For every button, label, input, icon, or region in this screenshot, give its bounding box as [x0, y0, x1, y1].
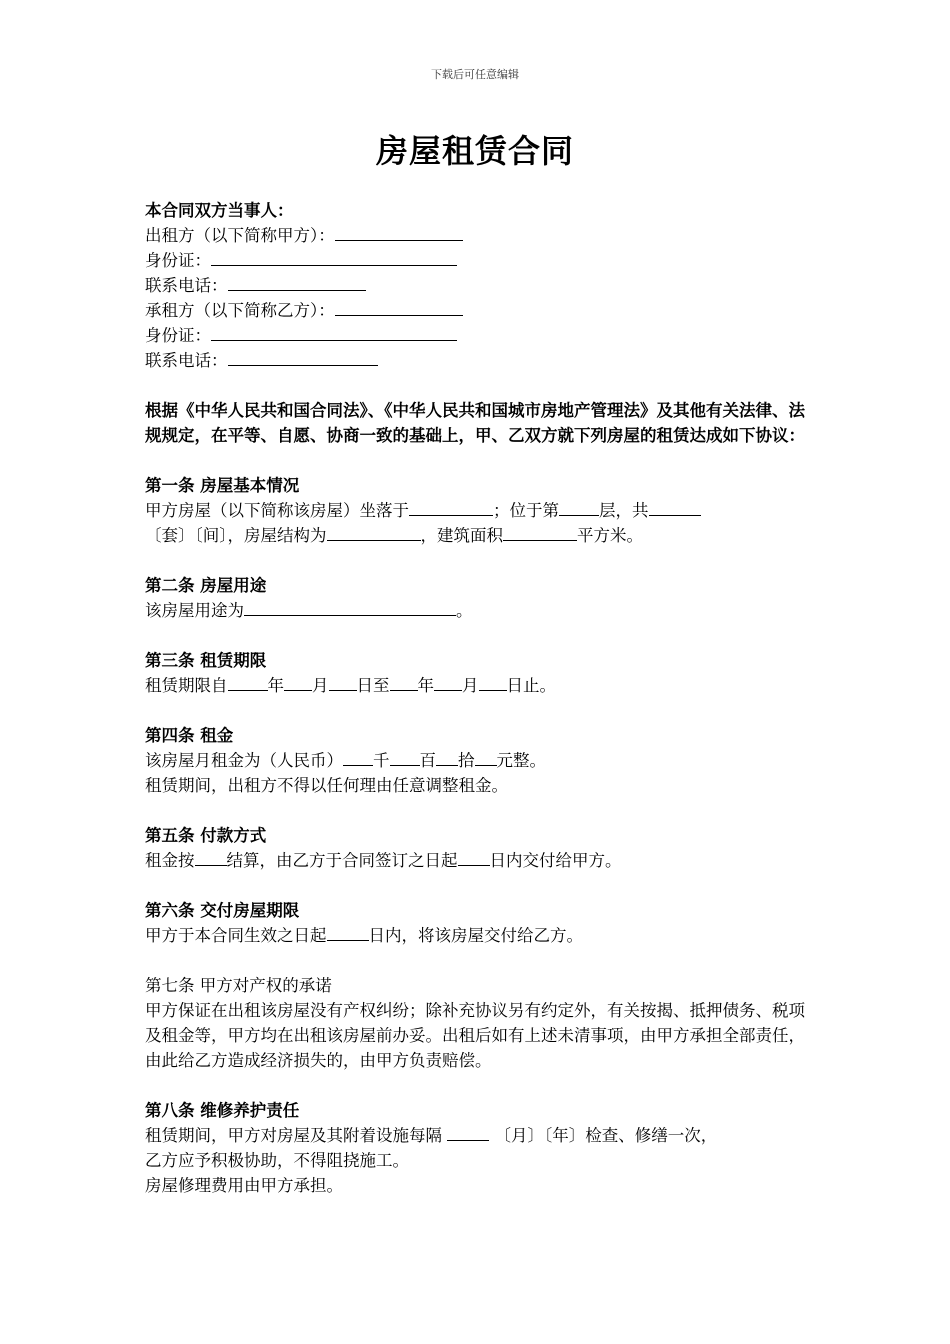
article-5-text: 日内交付给甲方。: [489, 851, 622, 870]
article-1-line-2: [145, 523, 805, 548]
article-1-line-1: [145, 498, 805, 523]
article-3-text: 月: [312, 676, 329, 695]
inspection-interval-blank[interactable]: [447, 1123, 489, 1141]
article-3-heading: 第三条 租赁期限: [145, 651, 267, 670]
article-8-text: 租赁期间，甲方对房屋及其附着设施每隔: [145, 1126, 442, 1145]
rent-tens-blank[interactable]: [436, 748, 458, 766]
article-5-text: 租金按: [145, 851, 195, 870]
end-day-blank[interactable]: [479, 673, 507, 691]
floor-blank[interactable]: [559, 498, 599, 516]
structure-blank[interactable]: [327, 523, 421, 541]
article-5-line-1: [145, 848, 805, 873]
document-title: 房屋租赁合同: [375, 132, 574, 170]
lessor-label: 出租方（以下简称甲方）：: [145, 226, 335, 245]
article-1-text: 〔套〕〔间〕，房屋结构为: [145, 526, 327, 545]
article-6-text: 甲方于本合同生效之日起: [145, 926, 327, 945]
lessee-label: 承租方（以下简称乙方）：: [145, 301, 335, 320]
lessor-line: [145, 223, 805, 248]
article-3-text: 年: [267, 676, 284, 695]
units-blank[interactable]: [649, 498, 701, 516]
article-5-heading: 第五条 付款方式: [145, 826, 267, 845]
contract-body: [145, 198, 805, 1198]
article-1-text: 层，共: [599, 501, 649, 520]
start-month-blank[interactable]: [284, 673, 312, 691]
article-4-text: 元整。: [496, 751, 546, 770]
end-month-blank[interactable]: [434, 673, 462, 691]
intro-paragraph: 根据《中华人民共和国合同法》、《中华人民共和国城市房地产管理法》及其他有关法律、法规规定，在平等、自愿、协商一致的基础上，甲、乙双方就下列房屋的租赁达成如下协议：: [145, 401, 805, 445]
article-6-line-1: [145, 923, 805, 948]
article-4-line-1: [145, 748, 805, 773]
lessor-blank[interactable]: [335, 223, 463, 241]
end-year-blank[interactable]: [390, 673, 418, 691]
article-8-line-1: [145, 1123, 805, 1148]
article-5-text: 结算，由乙方于合同签订之日起: [226, 851, 458, 870]
article-2-heading: 第二条 房屋用途: [145, 576, 267, 595]
article-2-line-1: [145, 598, 805, 623]
lessee-phone-line: [145, 348, 805, 373]
delivery-days-blank[interactable]: [327, 923, 369, 941]
address-blank[interactable]: [409, 498, 493, 516]
rent-thousands-blank[interactable]: [343, 748, 373, 766]
article-3-text: 月: [462, 676, 479, 695]
article-4-line-2: 租赁期间，出租方不得以任何理由任意调整租金。: [145, 776, 508, 795]
settlement-period-blank[interactable]: [195, 848, 227, 866]
article-4-text: 该房屋月租金为（人民币）: [145, 751, 343, 770]
article-1-text: ，建筑面积: [420, 526, 503, 545]
article-6-heading: 第六条 交付房屋期限: [145, 901, 300, 920]
lessor-id-label: 身份证：: [145, 251, 211, 270]
lessee-id-label: 身份证：: [145, 326, 211, 345]
article-8-line-3: 房屋修理费用由甲方承担。: [145, 1176, 343, 1195]
article-7-heading: 第七条 甲方对产权的承诺: [145, 976, 332, 995]
article-4-text: 千: [373, 751, 390, 770]
article-3-text: 日至: [356, 676, 390, 695]
lessee-line: [145, 298, 805, 323]
lessee-phone-label: 联系电话：: [145, 351, 228, 370]
start-day-blank[interactable]: [329, 673, 357, 691]
payment-days-blank[interactable]: [458, 848, 490, 866]
rent-hundreds-blank[interactable]: [390, 748, 420, 766]
article-4-text: 拾: [458, 751, 475, 770]
start-year-blank[interactable]: [228, 673, 268, 691]
usage-blank[interactable]: [244, 598, 456, 616]
lessor-id-line: [145, 248, 805, 273]
article-2-text: 。: [456, 601, 473, 620]
article-8-line-2: 乙方应予积极协助，不得阻挠施工。: [145, 1151, 409, 1170]
parties-heading: 本合同双方当事人：: [145, 201, 294, 220]
article-1-text: ；位于第: [493, 501, 559, 520]
article-6-text: 日内，将该房屋交付给乙方。: [368, 926, 583, 945]
lessee-id-line: [145, 323, 805, 348]
article-3-text: 日止。: [506, 676, 556, 695]
area-blank[interactable]: [503, 523, 577, 541]
article-1-text: 甲方房屋（以下简称该房屋）坐落于: [145, 501, 409, 520]
article-7-body: 甲方保证在出租该房屋没有产权纠纷；除补充协议另有约定外，有关按揭、抵押债务、税项及租金等，甲方均在出租该房屋前办妥。出租后如有上述未清事项，由甲方承担全部责任，由此给乙方造成经济损失的，由甲方负责赔偿。: [145, 1001, 805, 1070]
article-1-heading: 第一条 房屋基本情况: [145, 476, 300, 495]
article-2-text: 该房屋用途为: [145, 601, 244, 620]
header-note: 下载后可任意编辑: [431, 68, 519, 81]
article-3-line-1: [145, 673, 805, 698]
lessor-phone-label: 联系电话：: [145, 276, 228, 295]
article-4-heading: 第四条 租金: [145, 726, 234, 745]
lessee-blank[interactable]: [335, 298, 463, 316]
article-1-text: 平方米。: [577, 526, 643, 545]
article-4-text: 百: [419, 751, 436, 770]
lessor-phone-blank[interactable]: [228, 273, 366, 291]
lessee-id-blank[interactable]: [211, 323, 457, 341]
article-8-heading: 第八条 维修养护责任: [145, 1101, 300, 1120]
article-8-text: 〔月〕〔年〕检查、修缮一次，: [494, 1126, 718, 1145]
lessee-phone-blank[interactable]: [228, 348, 378, 366]
article-3-text: 租赁期限自: [145, 676, 228, 695]
article-3-text: 年: [417, 676, 434, 695]
lessor-id-blank[interactable]: [211, 248, 457, 266]
lessor-phone-line: [145, 273, 805, 298]
rent-units-blank[interactable]: [475, 748, 497, 766]
